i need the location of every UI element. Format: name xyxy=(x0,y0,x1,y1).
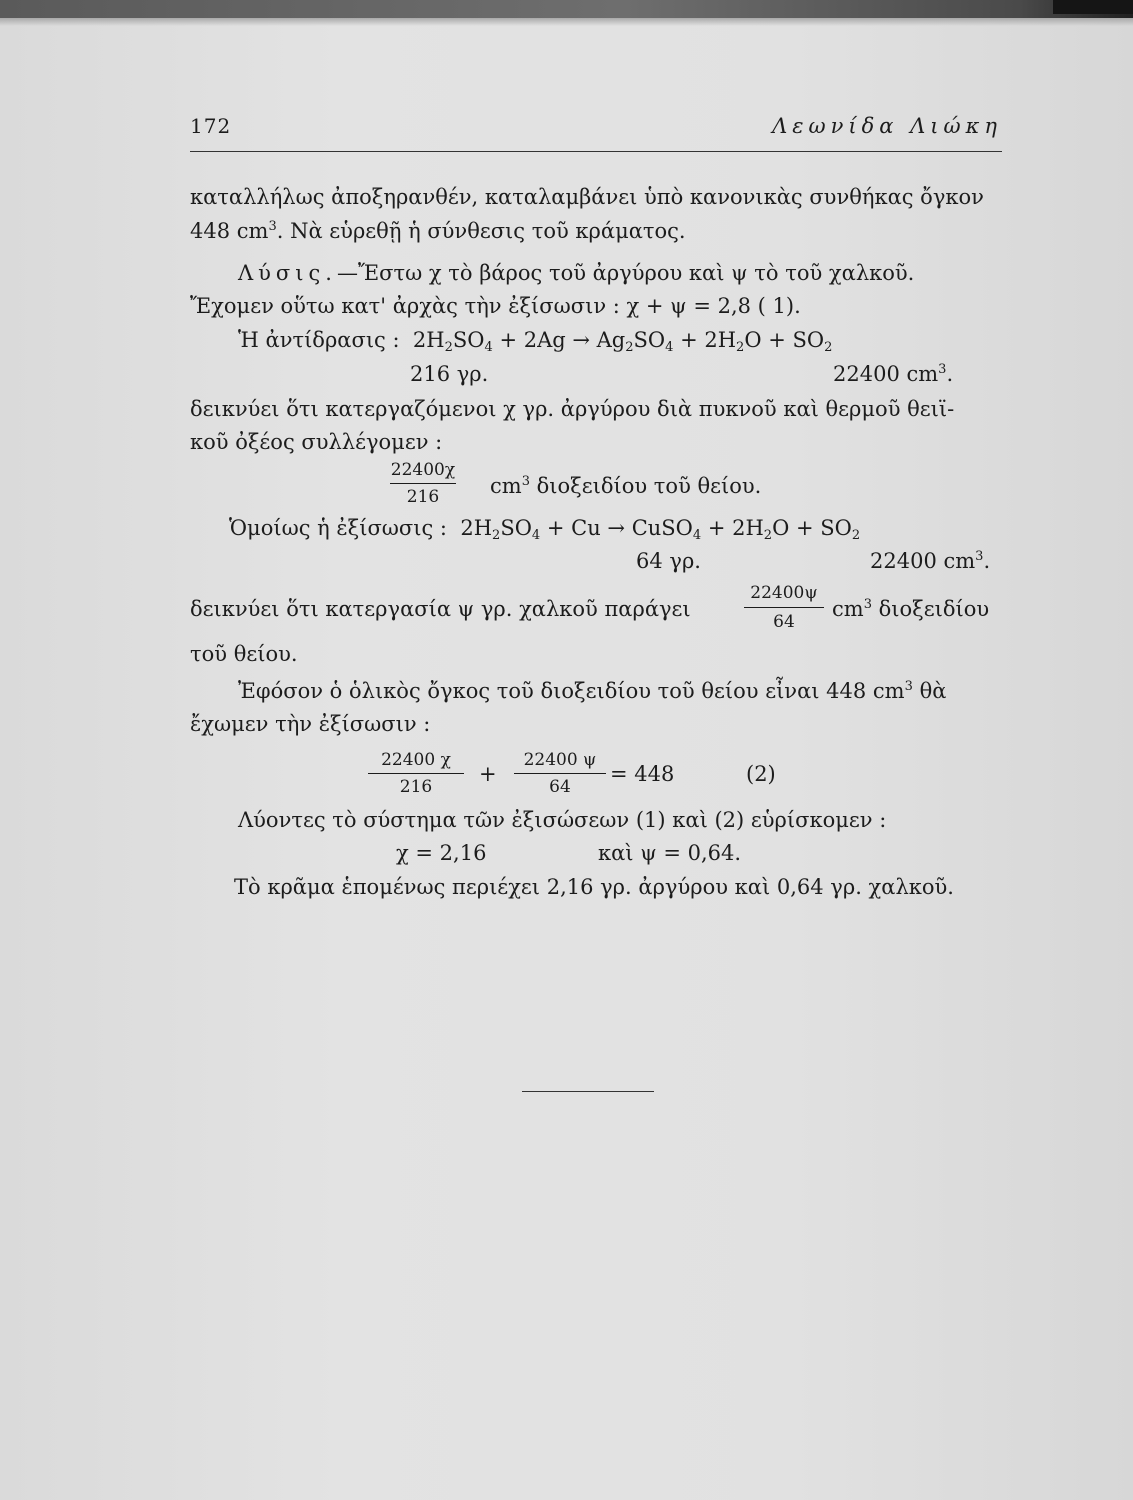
reaction-1-volume: 22400 $cm^3$. xyxy=(833,362,954,386)
page-header xyxy=(190,114,1002,150)
fraction-numerator: 22400 ψ xyxy=(523,750,597,770)
fraction-numerator: 22400χ xyxy=(390,460,456,480)
solution-y: καὶ ψ = 0,64. xyxy=(598,841,742,865)
paragraph-line: δεικνύει ὅτι κατεργασία ψ γρ. χαλκοῦ παράγει xyxy=(190,597,691,621)
reaction-1-mass: 216 γρ. xyxy=(410,362,489,386)
header-rule xyxy=(190,151,1002,152)
fraction-bar xyxy=(744,607,824,608)
scan-edge-shadow xyxy=(0,18,1133,26)
fraction-numerator: 22400ψ xyxy=(750,583,818,603)
scan-corner xyxy=(1053,0,1133,14)
fraction-bar xyxy=(390,483,456,484)
fraction-numerator: 22400 χ xyxy=(381,750,451,770)
fraction-denominator: 216 xyxy=(406,487,440,507)
conclusion-line: Τὸ κρᾶμα ἑπομένως περιέχει 2,16 γρ. ἀργύρου καὶ 0,64 γρ. χαλκοῦ. xyxy=(234,875,954,899)
reaction-2-line: Ὁμοίως ἡ ἐξίσωσις : $2H_2SO_4 + Cu$ → CuSO$_4$ + $2H_2O + SO_2$ xyxy=(229,516,861,543)
equation-2-rhs: = 448 xyxy=(610,762,675,786)
fraction-denominator: 64 xyxy=(773,612,795,632)
running-head: Λεωνίδα Λιώκη xyxy=(772,114,1002,138)
reaction-2-mass: 64 γρ. xyxy=(636,549,701,573)
paragraph-line: καταλλήλως ἀποξηρανθέν, καταλαμβάνει ὑπὸ κανονικὰς συνθήκας ὄγκον xyxy=(190,185,984,209)
solution-label: Λύσις. xyxy=(238,261,337,285)
fraction-1-text: $cm^3$ διοξειδίου τοῦ θείου. xyxy=(490,474,762,498)
page-number: 172 xyxy=(190,114,232,138)
equation-2-label: (2) xyxy=(746,762,776,786)
solution-x: χ = 2,16 xyxy=(396,841,487,865)
fraction-denominator: 64 xyxy=(549,777,571,797)
paragraph-line: Ἐφόσον ὁ ὁλικὸς ὄγκος τοῦ διοξειδίου τοῦ θείου εἶναι 448 $cm^3$ θὰ xyxy=(238,679,947,703)
paragraph-line: Λύοντες τὸ σύστημα τῶν ἐξισώσεων (1) καὶ (2) εὑρίσκομεν : xyxy=(238,808,887,832)
reaction-2-volume: 22400 $cm^3$. xyxy=(870,549,991,573)
solution-line: Λύσις.—Ἔστω χ τὸ βάρος τοῦ ἀργύρου καὶ ψ τὸ τοῦ χαλκοῦ. xyxy=(238,261,915,285)
paragraph-line: δεικνύει ὅτι κατεργαζόμενοι χ γρ. ἀργύρου διὰ πυκνοῦ καὶ θερμοῦ θειϊ- xyxy=(190,397,955,421)
equation-1-line: Ἔχομεν οὕτω κατ' ἀρχὰς τὴν ἐξίσωσιν : χ + ψ = 2,8 ( 1). xyxy=(190,294,801,318)
paragraph-line: ἔχωμεν τὴν ἐξίσωσιν : xyxy=(190,712,431,736)
fraction-denominator: 216 xyxy=(399,777,433,797)
reaction-1-line: Ἡ ἀντίδρασις : $2H_2SO_4 + 2Ag \to Ag_2SO_4 + 2H_2O + SO_2$ xyxy=(238,328,833,355)
fraction-bar xyxy=(368,773,464,774)
scan-edge-strip xyxy=(0,0,1133,18)
fraction-bar xyxy=(514,773,606,774)
section-end-rule xyxy=(522,1091,654,1092)
plus-sign: + xyxy=(479,762,497,786)
paragraph-line: κοῦ ὀξέος συλλέγομεν : xyxy=(190,430,443,454)
paragraph-line: 448 $cm^3$. Νὰ εὑρεθῇ ἡ σύνθεσις τοῦ κράματος. xyxy=(190,219,686,243)
paragraph-line: τοῦ θείου. xyxy=(190,642,298,666)
paragraph-line: $cm^3$ διοξειδίου xyxy=(832,597,990,621)
